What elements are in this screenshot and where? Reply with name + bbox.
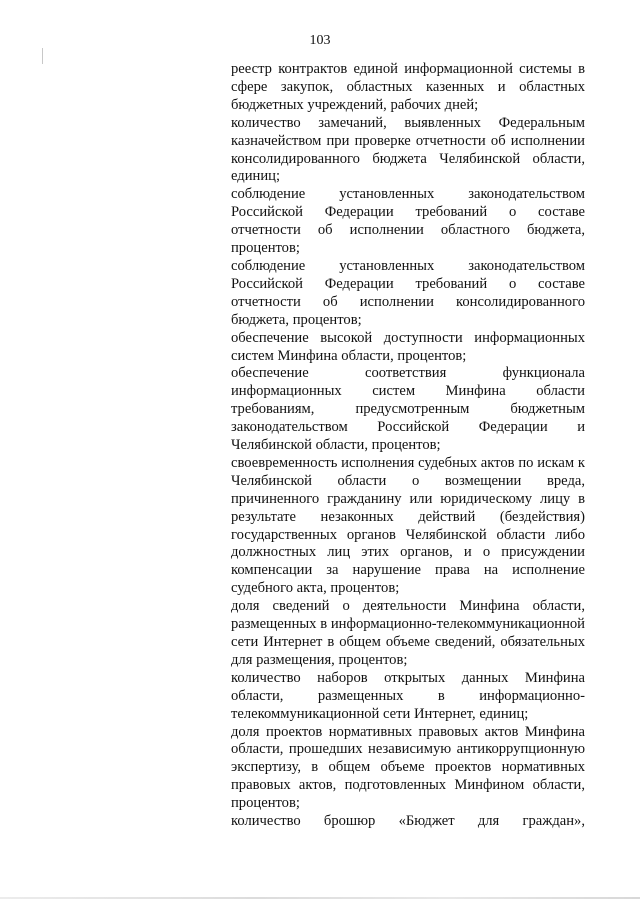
- paragraph-consolidated-budget-reporting: соблюдение установленных законодательством Российской Федерации требований о составе отчетности об исполнении консолидированного бюджета, процентов;: [231, 257, 585, 328]
- paragraph-information-share: доля сведений о деятельности Минфина области, размещенных в информационно-телекоммуникационной сети Интернет в общем объеме сведений, обязательных для размещения, процентов;: [231, 598, 585, 668]
- paragraph-citizen-budget-brochures: количество брошюр «Бюджет для граждан»,: [231, 813, 585, 830]
- page-number: 103: [309, 33, 331, 48]
- paragraph-treasury-remarks: количество замечаний, выявленных Федеральным казначейством при проверке отчетности об исполнении консолидированного бюджета Челябинской области, единиц;: [231, 114, 585, 185]
- document-body: [231, 61, 585, 831]
- paragraph-open-data-sets: количество наборов открытых данных Минфина области, размещенных в информационно-телекоммуникационной сети Интернет, единиц;: [231, 669, 585, 722]
- paragraph-contract-registry: реестр контрактов единой информационной системы в сфере закупок, областных казенных и областных бюджетных учреждений, рабочих дней;: [231, 61, 585, 113]
- margin-mark: [42, 48, 43, 64]
- paragraph-court-rulings: своевременность исполнения судебных актов по искам к Челябинской области о возмещении вреда, причиненного гражданину или юридическому лицу в результате незаконных действий (бездействия) государственных органов Челябинской области либо должностных лиц этих органов, и о присуждении компенсации за нарушение права на исполнение судебного акта, процентов;: [231, 454, 585, 597]
- paragraph-anticorruption-review: доля проектов нормативных правовых актов Минфина области, прошедших независимую антикоррупционную экспертизу, в общем объеме проектов нормативных правовых актов, подготовленных Минфином области, процентов;: [231, 723, 585, 812]
- paragraph-regional-budget-reporting: соблюдение установленных законодательством Российской Федерации требований о составе отчетности об исполнении областного бюджета, процентов;: [231, 186, 585, 257]
- paragraph-system-availability: обеспечение высокой доступности информационных систем Минфина области, процентов;: [231, 329, 585, 364]
- scan-edge-line: [0, 897, 640, 899]
- paragraph-system-compliance: обеспечение соответствия функционала информационных систем Минфина области требованиям, предусмотренным бюджетным законодательством Российской Федерации и Челябинской области, процентов;: [231, 365, 585, 454]
